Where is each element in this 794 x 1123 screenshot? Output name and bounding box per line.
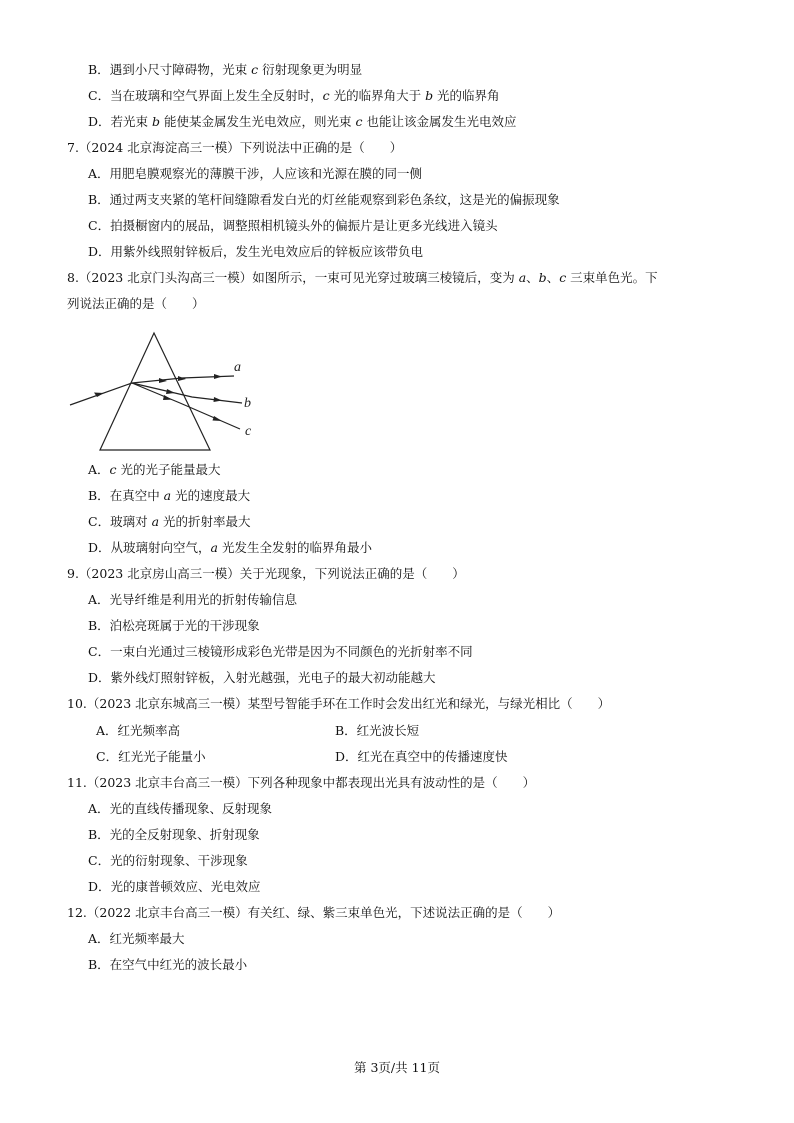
arrow-a-2	[178, 376, 186, 381]
question-12-stem: 12.（2022 北京丰台高三一模）有关红、绿、紫三束单色光，下述说法正确的是（ ）	[67, 905, 561, 920]
question-9-stem: 9.（2023 北京房山高三一模）关于光现象，下列说法正确的是（ ）	[67, 566, 465, 581]
q12-option-b: B．在空气中红光的波长最小	[88, 957, 248, 972]
label-c: c	[245, 424, 252, 439]
question-8-stem-cont: 列说法正确的是（ ）	[67, 296, 205, 311]
option-b: B．遇到小尺寸障碍物，光束 c 衍射现象更为明显	[88, 62, 363, 77]
q9-option-a: A．光导纤维是利用光的折射传输信息	[88, 592, 298, 607]
q8-option-a: A．c 光的光子能量最大	[88, 462, 221, 477]
question-10-stem: 10.（2023 北京东城高三一模）某型号智能手环在工作时会发出红光和绿光，与绿光相比（ ）	[67, 696, 611, 711]
q8-option-d: D．从玻璃射向空气，a 光发生全发射的临界角最小	[88, 540, 372, 555]
q11-option-a: A．光的直线传播现象、反射现象	[88, 801, 273, 816]
q9-option-d: D．紫外线灯照射锌板，入射光越强，光电子的最大初动能越大	[88, 670, 436, 685]
q12-option-a: A．红光频率最大	[88, 931, 185, 946]
question-11-stem: 11.（2023 北京丰台高三一模）下列各种现象中都表现出光具有波动性的是（ ）	[67, 775, 536, 790]
q11-option-d: D．光的康普顿效应、光电效应	[88, 879, 261, 894]
q10-option-c: C．红光光子能量小	[96, 749, 206, 764]
prism-triangle	[100, 333, 210, 450]
arrow-a-3	[214, 374, 222, 379]
q10-option-b: B．红光波长短	[335, 723, 420, 738]
label-b: b	[244, 396, 251, 411]
page-footer: 第 3页/共 11页	[353, 1060, 441, 1075]
q7-option-c: C．拍摄橱窗内的展品，调整照相机镜头外的偏振片是让更多光线进入镜头	[88, 218, 498, 233]
q7-option-a: A．用肥皂膜观察光的薄膜干涉，人应该和光源在膜的同一侧	[88, 166, 423, 181]
q11-option-b: B．光的全反射现象、折射现象	[88, 827, 260, 842]
prism-figure	[62, 325, 272, 455]
arrow-c-2	[213, 416, 223, 421]
arrow-c-1	[163, 395, 172, 400]
q9-option-b: B．泊松亮斑属于光的干涉现象	[88, 618, 260, 633]
question-7-stem: 7.（2024 北京海淀高三一模）下列说法中正确的是（ ）	[67, 140, 403, 155]
option-c: C．当在玻璃和空气界面上发生全反射时，c 光的临界角大于 b 光的临界角	[88, 88, 500, 103]
q7-option-d: D．用紫外线照射锌板后，发生光电效应后的锌板应该带负电	[88, 244, 424, 259]
q10-option-d: D．红光在真空中的传播速度快	[335, 749, 508, 764]
ray-c	[132, 383, 240, 429]
q10-option-a: A．红光频率高	[96, 723, 181, 738]
q11-option-c: C．光的衍射现象、干涉现象	[88, 853, 248, 868]
ray-b	[132, 383, 242, 403]
q8-option-c: C．玻璃对 a 光的折射率最大	[88, 514, 251, 529]
q9-option-c: C．一束白光通过三棱镜形成彩色光带是因为不同颜色的光折射率不同	[88, 644, 473, 659]
q7-option-b: B．通过两支夹紧的笔杆间缝隙看发白光的灯丝能观察到彩色条纹，这是光的偏振现象	[88, 192, 560, 207]
q8-option-b: B．在真空中 a 光的速度最大	[88, 488, 251, 503]
label-a: a	[234, 360, 241, 375]
arrow-b-2	[214, 397, 223, 402]
option-d: D．若光束 b 能使某金属发生光电效应，则光束 c 也能让该金属发生光电效应	[88, 114, 517, 129]
arrow-a-1	[159, 378, 167, 383]
question-8-stem: 8.（2023 北京门头沟高三一模）如图所示，一束可见光穿过玻璃三棱镜后，变为 a、b、c 三束单色光。下	[67, 270, 658, 285]
